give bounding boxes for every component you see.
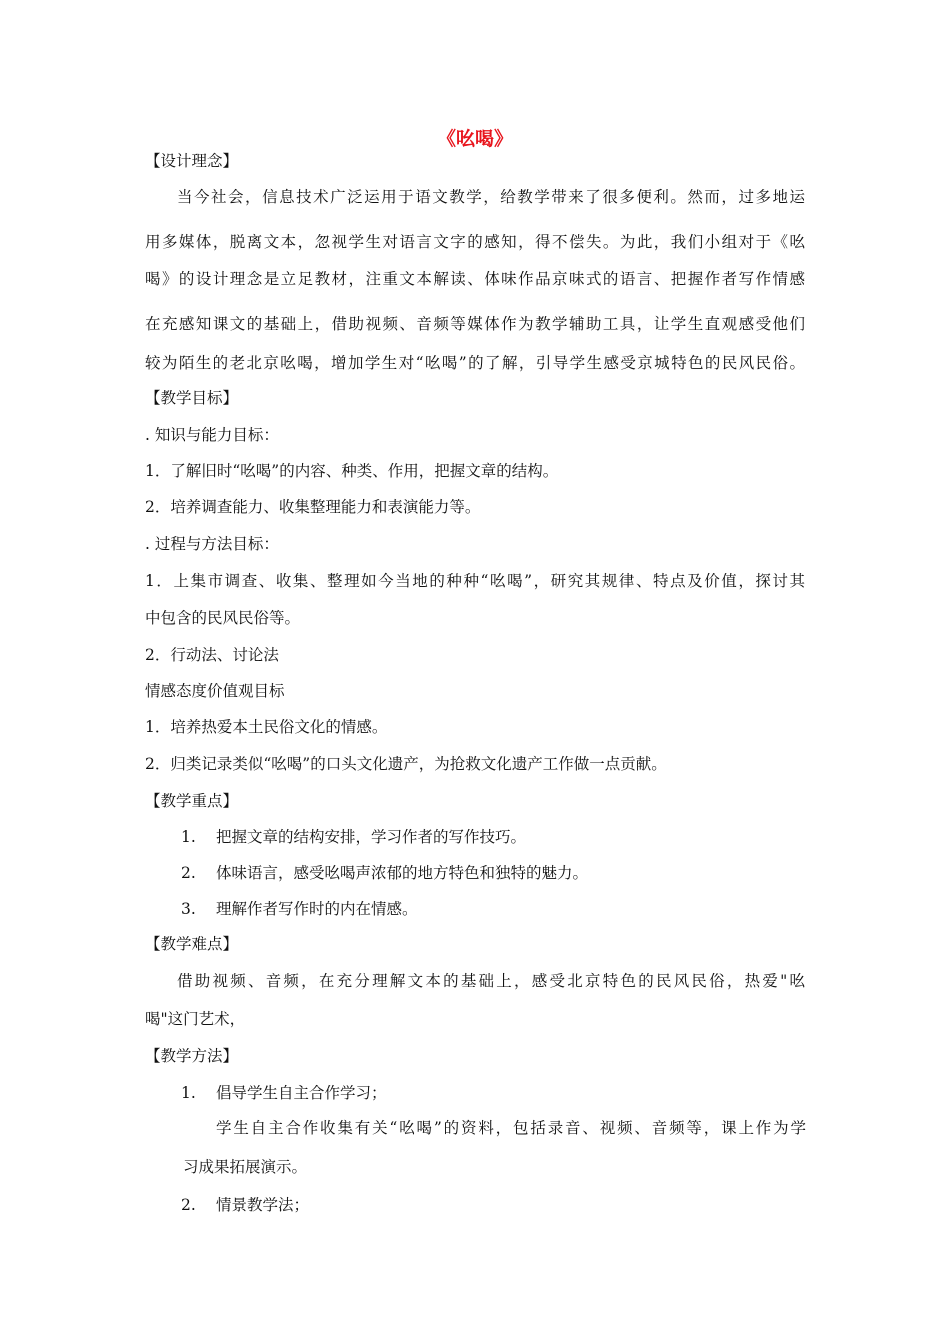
design-concept-line-3: 喝》的设计理念是立足教材，注重文本解读、体味作品京味式的语言、把握作者写作情感	[145, 270, 805, 288]
knowledge-item-1: 1．了解旧时“吆喝”的内容、种类、作用，把握文章的结构。	[145, 462, 559, 480]
objectives-heading: 【教学目标】	[145, 389, 239, 407]
key-point-2-number: 2.	[181, 864, 196, 882]
process-item-1-line-1: 1．上集市调查、收集、整理如今当地的种种“吆喝”，研究其规律、特点及价值，探讨其	[145, 572, 805, 590]
knowledge-objectives-heading: . 知识与能力目标：	[145, 426, 279, 444]
difficulties-line-1: 借助视频、音频，在充分理解文本的基础上，感受北京特色的民风民俗，热爱"吆	[177, 972, 805, 990]
emotion-item-1: 1．培养热爱本土民俗文化的情感。	[145, 718, 388, 736]
key-point-2-text: 体味语言，感受吆喝声浓郁的地方特色和独特的魅力。	[216, 864, 589, 882]
process-item-2: 2．行动法、讨论法	[145, 646, 279, 664]
method-1-desc-line-2: 习成果拓展演示。	[183, 1158, 308, 1176]
design-concept-line-5: 较为陌生的老北京吆喝，增加学生对“吆喝”的了解，引导学生感受京城特色的民风民俗。	[145, 354, 805, 372]
knowledge-item-2: 2．培养调查能力、收集整理能力和表演能力等。	[145, 498, 481, 516]
key-points-heading: 【教学重点】	[145, 792, 239, 810]
method-1-desc-line-1: 学生自主合作收集有关“吆喝”的资料，包括录音、视频、音频等，课上作为学	[216, 1119, 806, 1137]
methods-heading: 【教学方法】	[145, 1047, 239, 1065]
design-concept-line-4: 在充感知课文的基础上，借助视频、音频等媒体作为教学辅助工具，让学生直观感受他们	[145, 315, 805, 333]
method-2-text: 情景教学法；	[216, 1196, 310, 1214]
method-1-number: 1.	[181, 1084, 196, 1102]
process-objectives-heading: . 过程与方法目标：	[145, 535, 279, 553]
method-1-text: 倡导学生自主合作学习；	[216, 1084, 387, 1102]
design-concept-heading: 【设计理念】	[145, 152, 239, 170]
key-point-3-number: 3.	[181, 900, 196, 918]
emotion-objectives-heading: 情感态度价值观目标	[145, 682, 285, 700]
key-point-1-number: 1.	[181, 828, 196, 846]
document-title: 《吆喝》	[436, 128, 513, 150]
emotion-item-2: 2．归类记录类似“吆喝”的口头文化遗产，为抢救文化遗产工作做一点贡献。	[145, 755, 667, 773]
difficulties-heading: 【教学难点】	[145, 935, 239, 953]
design-concept-line-2: 用多媒体，脱离文本，忽视学生对语言文字的感知，得不偿失。为此，我们小组对于《吆	[145, 233, 805, 251]
design-concept-line-1: 当今社会，信息技术广泛运用于语文教学，给教学带来了很多便利。然而，过多地运	[177, 188, 805, 206]
key-point-3-text: 理解作者写作时的内在情感。	[216, 900, 418, 918]
method-2-number: 2.	[181, 1196, 196, 1214]
difficulties-line-2: 喝"这门艺术，	[145, 1010, 246, 1028]
key-point-1-text: 把握文章的结构安排，学习作者的写作技巧。	[216, 828, 527, 846]
process-item-1-line-2: 中包含的民风民俗等。	[145, 609, 301, 627]
